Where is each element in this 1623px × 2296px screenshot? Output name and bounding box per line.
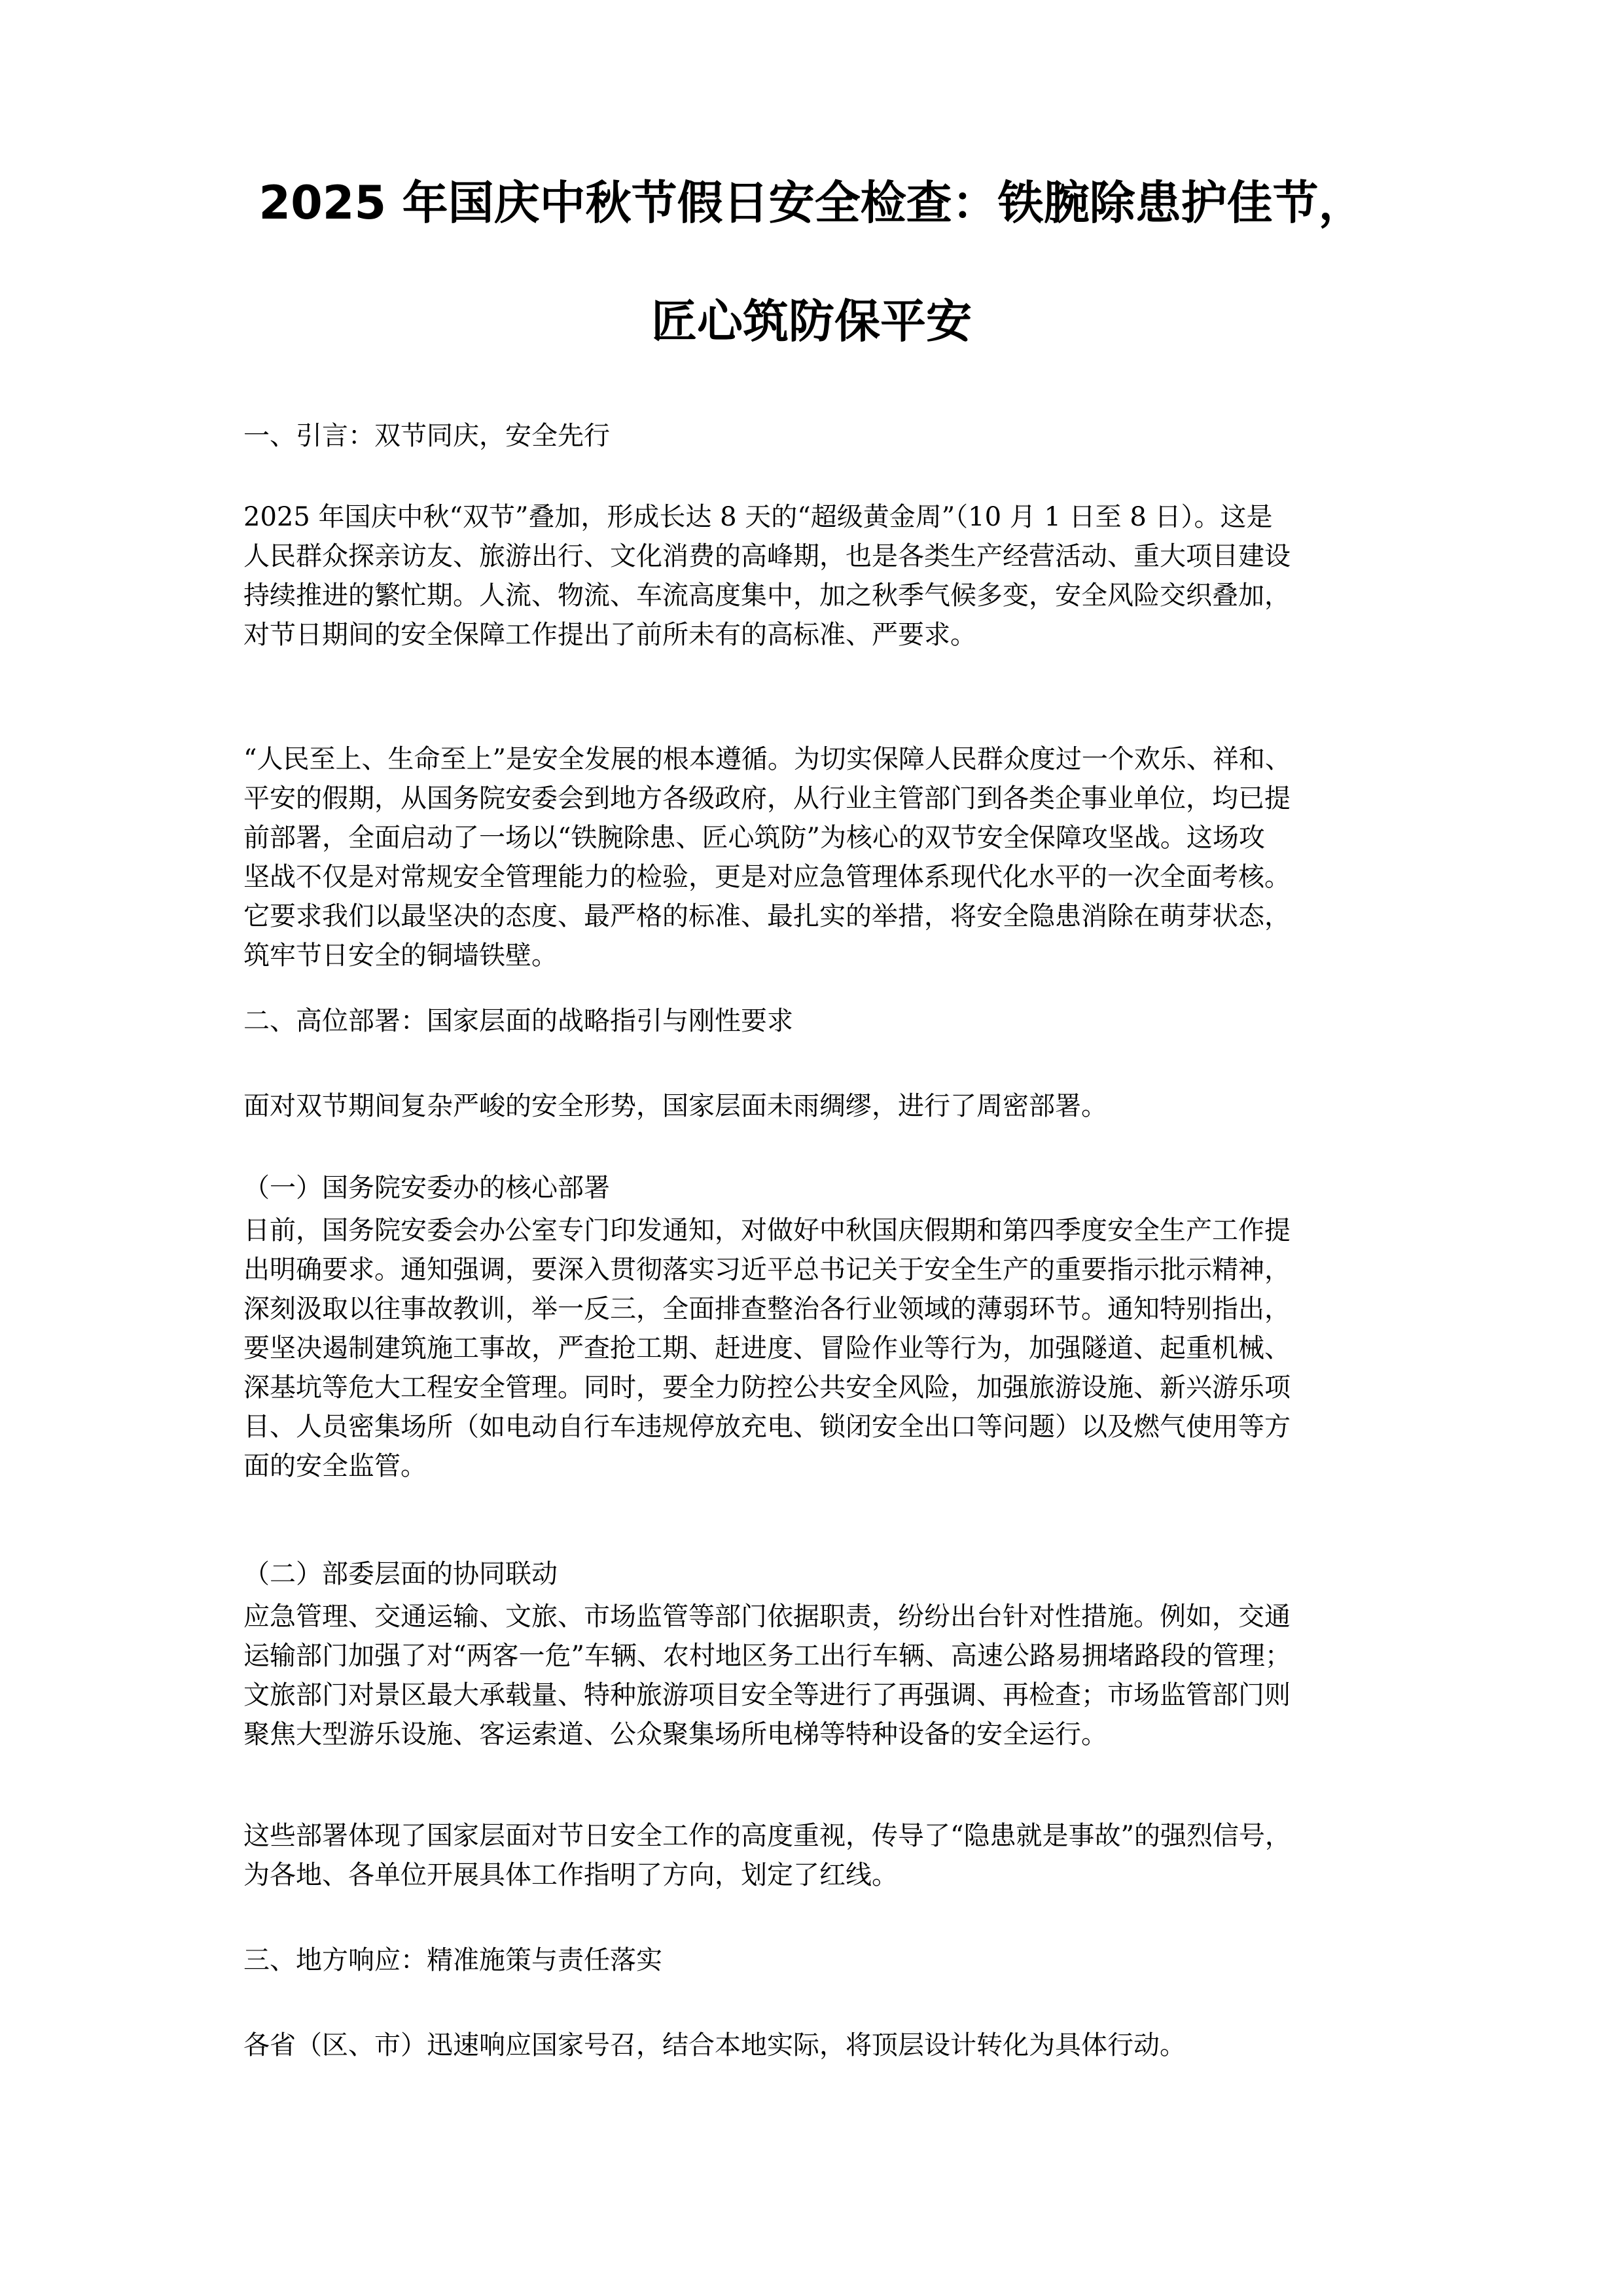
text-line: 日前，国务院安委会办公室专门印发通知，对做好中秋国庆假期和第四季度安全生产工作提	[243, 1215, 1291, 1246]
text-line: 要坚决遏制建筑施工事故，严查抢工期、赶进度、冒险作业等行为，加强隧道、起重机械、	[243, 1333, 1291, 1363]
text-line: 平安的假期，从国务院安委会到地方各级政府，从行业主管部门到各类企事业单位，均已提	[243, 783, 1291, 814]
section-heading-intro: 一、引言：双节同庆，安全先行	[243, 421, 610, 451]
subsection-heading-ministries: （二）部委层面的协同联动	[243, 1559, 558, 1589]
section-heading-local-response: 三、地方响应：精准施策与责任落实	[243, 1945, 662, 1975]
title-line-1: 2025 年国庆中秋节假日安全检查：铁腕除患护佳节，	[259, 176, 1364, 230]
text-line: 为各地、各单位开展具体工作指明了方向，划定了红线。	[243, 1860, 898, 1890]
text-line: 应急管理、交通运输、文旅、市场监管等部门依据职责，纷纷出台针对性措施。例如，交通	[243, 1602, 1291, 1632]
text-line: 面的安全监管。	[243, 1451, 427, 1481]
text-line: 文旅部门对景区最大承载量、特种旅游项目安全等进行了再强调、再检查；市场监管部门则	[243, 1680, 1291, 1710]
subsection-heading-state-council: （一）国务院安委办的核心部署	[243, 1173, 610, 1203]
text-line: 这些部署体现了国家层面对节日安全工作的高度重视，传导了“隐患就是事故”的强烈信号，	[243, 1821, 1291, 1851]
text-line: 各省（区、市）迅速响应国家号召，结合本地实际，将顶层设计转化为具体行动。	[243, 2030, 1186, 2060]
paragraph-5	[243, 1597, 1382, 1754]
text-line: 人民群众探亲访友、旅游出行、文化消费的高峰期，也是各类生产经营活动、重大项目建设	[243, 541, 1291, 571]
paragraph-6	[243, 1816, 1382, 1895]
paragraph-2	[243, 740, 1382, 975]
text-line: 出明确要求。通知强调，要深入贯彻落实习近平总书记关于安全生产的重要指示批示精神，	[243, 1255, 1291, 1285]
text-line: 目、人员密集场所（如电动自行车违规停放充电、锁闭安全出口等问题）以及燃气使用等方	[243, 1412, 1291, 1442]
text-line: 深刻汲取以往事故教训，举一反三，全面排查整治各行业领域的薄弱环节。通知特别指出，	[243, 1294, 1291, 1324]
text-line: 持续推进的繁忙期。人流、物流、车流高度集中，加之秋季气候多变，安全风险交织叠加，	[243, 581, 1291, 611]
text-line: 2025 年国庆中秋“双节”叠加，形成长达 8 天的“超级黄金周”（10 月 1 日至 8 日）。这是	[243, 502, 1273, 532]
paragraph-7	[243, 2026, 1382, 2065]
text-line: “人民至上、生命至上”是安全发展的根本遵循。为切实保障人民群众度过一个欢乐、祥和、	[243, 744, 1291, 774]
text-line: 筑牢节日安全的铜墙铁壁。	[243, 941, 558, 971]
text-line: 前部署，全面启动了一场以“铁腕除患、匠心筑防”为核心的双节安全保障攻坚战。这场攻	[243, 823, 1265, 853]
text-line: 聚焦大型游乐设施、客运索道、公众聚集场所电梯等特种设备的安全运行。	[243, 1719, 1107, 1749]
section-heading-deployment: 二、高位部署：国家层面的战略指引与刚性要求	[243, 1006, 793, 1036]
text-line: 它要求我们以最坚决的态度、最严格的标准、最扎实的举措，将安全隐患消除在萌芽状态，	[243, 901, 1291, 931]
text-line: 对节日期间的安全保障工作提出了前所未有的高标准、严要求。	[243, 620, 976, 650]
title-line-2: 匠心筑防保平安	[651, 295, 972, 348]
text-line: 运输部门加强了对“两客一危”车辆、农村地区务工出行车辆、高速公路易拥堵路段的管理；	[243, 1641, 1291, 1671]
text-line: 坚战不仅是对常规安全管理能力的检验，更是对应急管理体系现代化水平的一次全面考核。	[243, 862, 1291, 892]
text-line: 面对双节期间复杂严峻的安全形势，国家层面未雨绸缪，进行了周密部署。	[243, 1091, 1107, 1121]
paragraph-1	[243, 497, 1382, 655]
text-line: 深基坑等危大工程安全管理。同时，要全力防控公共安全风险，加强旅游设施、新兴游乐项	[243, 1372, 1291, 1403]
paragraph-3	[243, 1086, 1382, 1126]
paragraph-4	[243, 1211, 1382, 1486]
